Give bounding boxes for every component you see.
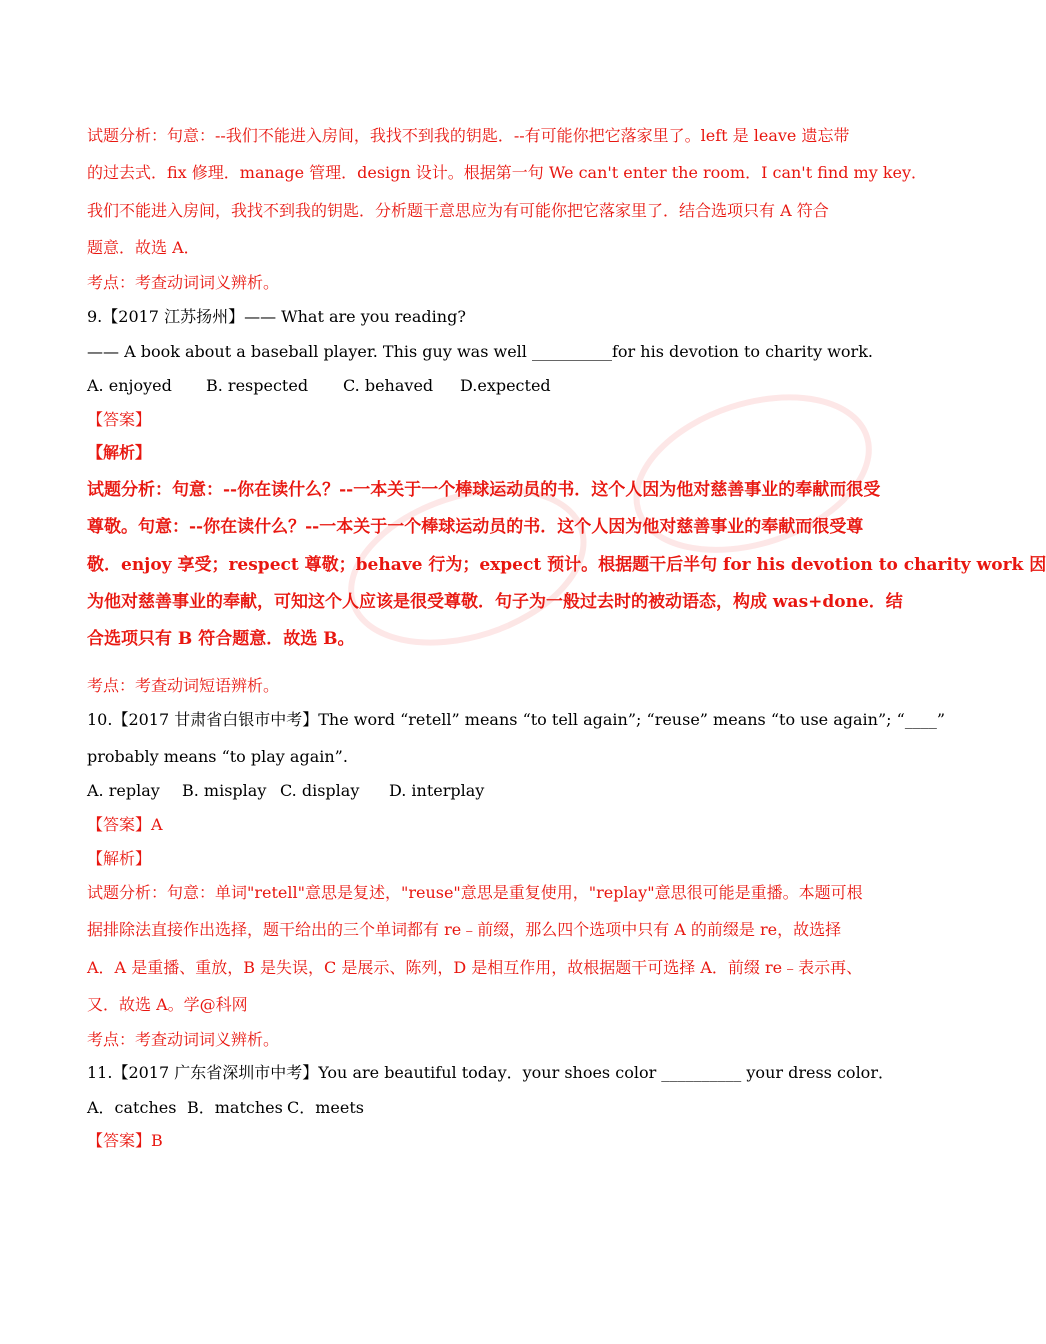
q10-jiexi-label: 【解析】 bbox=[87, 849, 152, 868]
q9-analysis-line-4: 为他对慈善事业的奉献，可知这个人应该是很受尊敬．句子为一般过去时的被动语态，构成 was+done．结 bbox=[87, 592, 903, 612]
q11-option-a: A．catches bbox=[87, 1098, 177, 1117]
q10-analysis-line-2: 据排除法直接作出选择，题干给出的三个单词都有 re﹣前缀，那么四个选项中只有 A 的前缀是 re，故选择 bbox=[87, 920, 842, 939]
q9-stem-line-1: 9.【2017 江苏扬州】—— What are you reading? bbox=[87, 307, 466, 326]
q11-option-b: B．matches bbox=[187, 1098, 283, 1117]
q9-option-b: B. respected bbox=[206, 376, 309, 395]
q9-answer-label: 【答案】 bbox=[87, 410, 152, 429]
q11-option-c: C．meets bbox=[287, 1098, 364, 1117]
q11-stem-line-1: 11.【2017 广东省深圳市中考】You are beautiful today．your shoes color __________ your dress color． bbox=[87, 1063, 894, 1082]
q10-option-b: B. misplay bbox=[182, 781, 267, 800]
q10-stem-line-1: 10.【2017 甘肃省白银市中考】The word “retell” means “to tell again”; “reuse” means “to use again”; “____” bbox=[87, 710, 945, 729]
q11-answer-label: 【答案】B bbox=[87, 1131, 163, 1150]
q8-analysis-line-1: 试题分析：句意：--我们不能进入房间，我找不到我的钥匙．--有可能你把它落家里了。left 是 leave 遗忘带 bbox=[87, 126, 850, 145]
q8-analysis-line-3: 我们不能进入房间，我找不到我的钥匙．分析题干意思应为有可能你把它落家里了．结合选项只有 A 符合 bbox=[87, 201, 829, 220]
q8-kaodian: 考点：考查动词词义辨析。 bbox=[87, 273, 280, 292]
q10-kaodian: 考点：考查动词词义辨析。 bbox=[87, 1030, 280, 1049]
q10-answer-label: 【答案】A bbox=[87, 815, 163, 834]
q10-options bbox=[87, 780, 877, 802]
q9-kaodian: 考点：考查动词短语辨析。 bbox=[87, 676, 280, 695]
q9-analysis-line-3: 敬．enjoy 享受；respect 尊敬；behave 行为；expect 预计。根据题干后半句 for his devotion to charity work 因 bbox=[87, 555, 1046, 575]
q10-analysis-line-4: 又．故选 A。学@科网 bbox=[87, 995, 248, 1014]
q9-option-d: D.expected bbox=[460, 376, 551, 395]
q10-analysis-line-1: 试题分析：句意：单词"retell"意思是复述，"reuse"意思是重复使用，"replay"意思很可能是重播。本题可根 bbox=[87, 883, 863, 902]
q9-option-c: C. behaved bbox=[343, 376, 434, 395]
q9-option-a: A. enjoyed bbox=[87, 376, 172, 395]
q10-analysis-line-3: A．A 是重播、重放，B 是失误，C 是展示、陈列，D 是相互作用，故根据题干可选择 A．前缀 re﹣表示再、 bbox=[87, 958, 863, 977]
q10-option-c: C. display bbox=[280, 781, 360, 800]
q9-options bbox=[87, 375, 877, 397]
q9-jiexi-label: 【解析】 bbox=[87, 443, 152, 462]
q9-stem-line-2: —— A book about a baseball player. This guy was well __________for his devotion to charity work. bbox=[87, 342, 873, 361]
q10-option-a: A. replay bbox=[87, 781, 160, 800]
q9-analysis-line-2: 尊敬。句意：--你在读什么？--一本关于一个棒球运动员的书．这个人因为他对慈善事业的奉献而很受尊 bbox=[87, 517, 864, 537]
q10-option-d: D. interplay bbox=[389, 781, 485, 800]
q8-analysis-line-2: 的过去式．fix 修理．manage 管理．design 设计。根据第一句 We can't enter the room．I can't find my key． bbox=[87, 163, 928, 182]
q11-options bbox=[87, 1097, 877, 1119]
q9-analysis-line-1: 试题分析：句意：--你在读什么？--一本关于一个棒球运动员的书．这个人因为他对慈善事业的奉献而很受 bbox=[87, 480, 881, 500]
q8-analysis-line-4: 题意．故选 A． bbox=[87, 238, 200, 257]
q10-stem-line-2: probably means “to play again”. bbox=[87, 747, 348, 766]
q9-analysis-line-5: 合选项只有 B 符合题意．故选 B。 bbox=[87, 629, 355, 649]
